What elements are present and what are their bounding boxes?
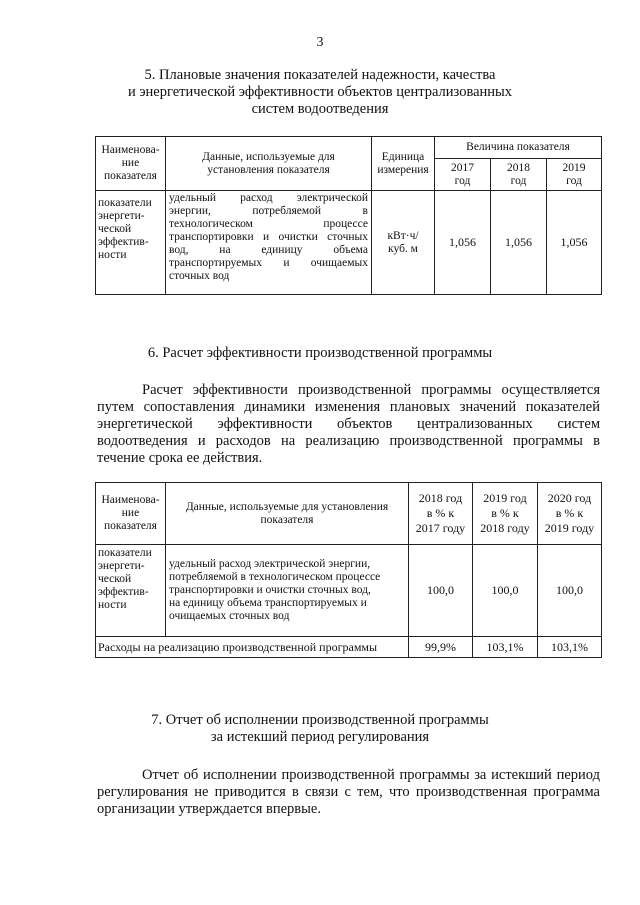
row-indicator-name: показатели энергети- ческой эффектив- ности — [96, 545, 166, 637]
header-data-used: Данные, используемые для установления показателя — [166, 483, 409, 545]
header-indicator-name: Наименова- ние показателя — [96, 137, 166, 191]
value-2019: 1,056 — [547, 191, 602, 295]
value-2018: 100,0 — [409, 545, 473, 637]
row-indicator-name: показатели энергети- ческой эффектив- ности — [96, 191, 166, 295]
row-data-description: удельный расход электрической энергии, потребляемой в технологическом процессе транспортировки и очистки сточных вод, на единицу объема транспортируемых и очищаемых сточных вод — [166, 545, 409, 637]
header-value: Величина показателя — [435, 137, 602, 159]
reliability-indicators-table — [95, 136, 602, 295]
row-expenses-label: Расходы на реализацию производственной программы — [96, 637, 409, 658]
header-unit: Единица измерения — [372, 137, 435, 191]
value-2020: 100,0 — [538, 545, 602, 637]
row-unit: кВт·ч/ куб. м — [372, 191, 435, 295]
header-year: 2017 год — [435, 159, 491, 191]
section6-paragraph: Расчет эффективности производственной программы осуществляется путем сопоставления динамики изменения плановых значений показателей энергетической эффективности объектов централизованных систем водоотведения и расходов на реализацию производственной программы в течение срока ее действия. — [97, 382, 600, 466]
heading-line: систем водоотведения — [251, 101, 389, 117]
header-year: 2018 год — [491, 159, 547, 191]
header-period: 2018 год в % к 2017 году — [409, 483, 473, 545]
header-indicator-name: Наименова- ние показателя — [96, 483, 166, 545]
section7-heading: 7. Отчет об исполнении производственной программы за истекший период регулирования — [151, 712, 489, 745]
value-2019: 100,0 — [473, 545, 538, 637]
expenses-2019: 103,1% — [473, 637, 538, 658]
efficiency-calculation-table — [95, 482, 602, 658]
value-2017: 1,056 — [435, 191, 491, 295]
heading-line: и энергетической эффективности объектов централизованных — [127, 84, 513, 100]
expenses-2020: 103,1% — [538, 637, 602, 658]
page-number: 3 — [316, 35, 324, 50]
expenses-2018: 99,9% — [409, 637, 473, 658]
header-period: 2020 год в % к 2019 году — [538, 483, 602, 545]
value-2018: 1,056 — [491, 191, 547, 295]
header-period: 2019 год в % к 2018 году — [473, 483, 538, 545]
section7-paragraph: Отчет об исполнении производственной программы за истекший период регулирования не приводится в связи с тем, что производственная программа организации утверждается впервые. — [97, 767, 600, 817]
heading-line: 5. Плановые значения показателей надежности, качества — [144, 67, 496, 83]
header-data-used: Данные, используемые для установления показателя — [166, 137, 372, 191]
header-year: 2019 год — [547, 159, 602, 191]
section6-heading: 6. Расчет эффективности производственной программы — [147, 345, 493, 361]
row-data-description: удельный расход электрической энергии, потребляемой в технологическом процессе транспортировки и очистки сточных вод, на единицу объема транспортируемых и очищаемых сточных вод — [166, 191, 372, 295]
section5-heading — [0, 67, 640, 118]
